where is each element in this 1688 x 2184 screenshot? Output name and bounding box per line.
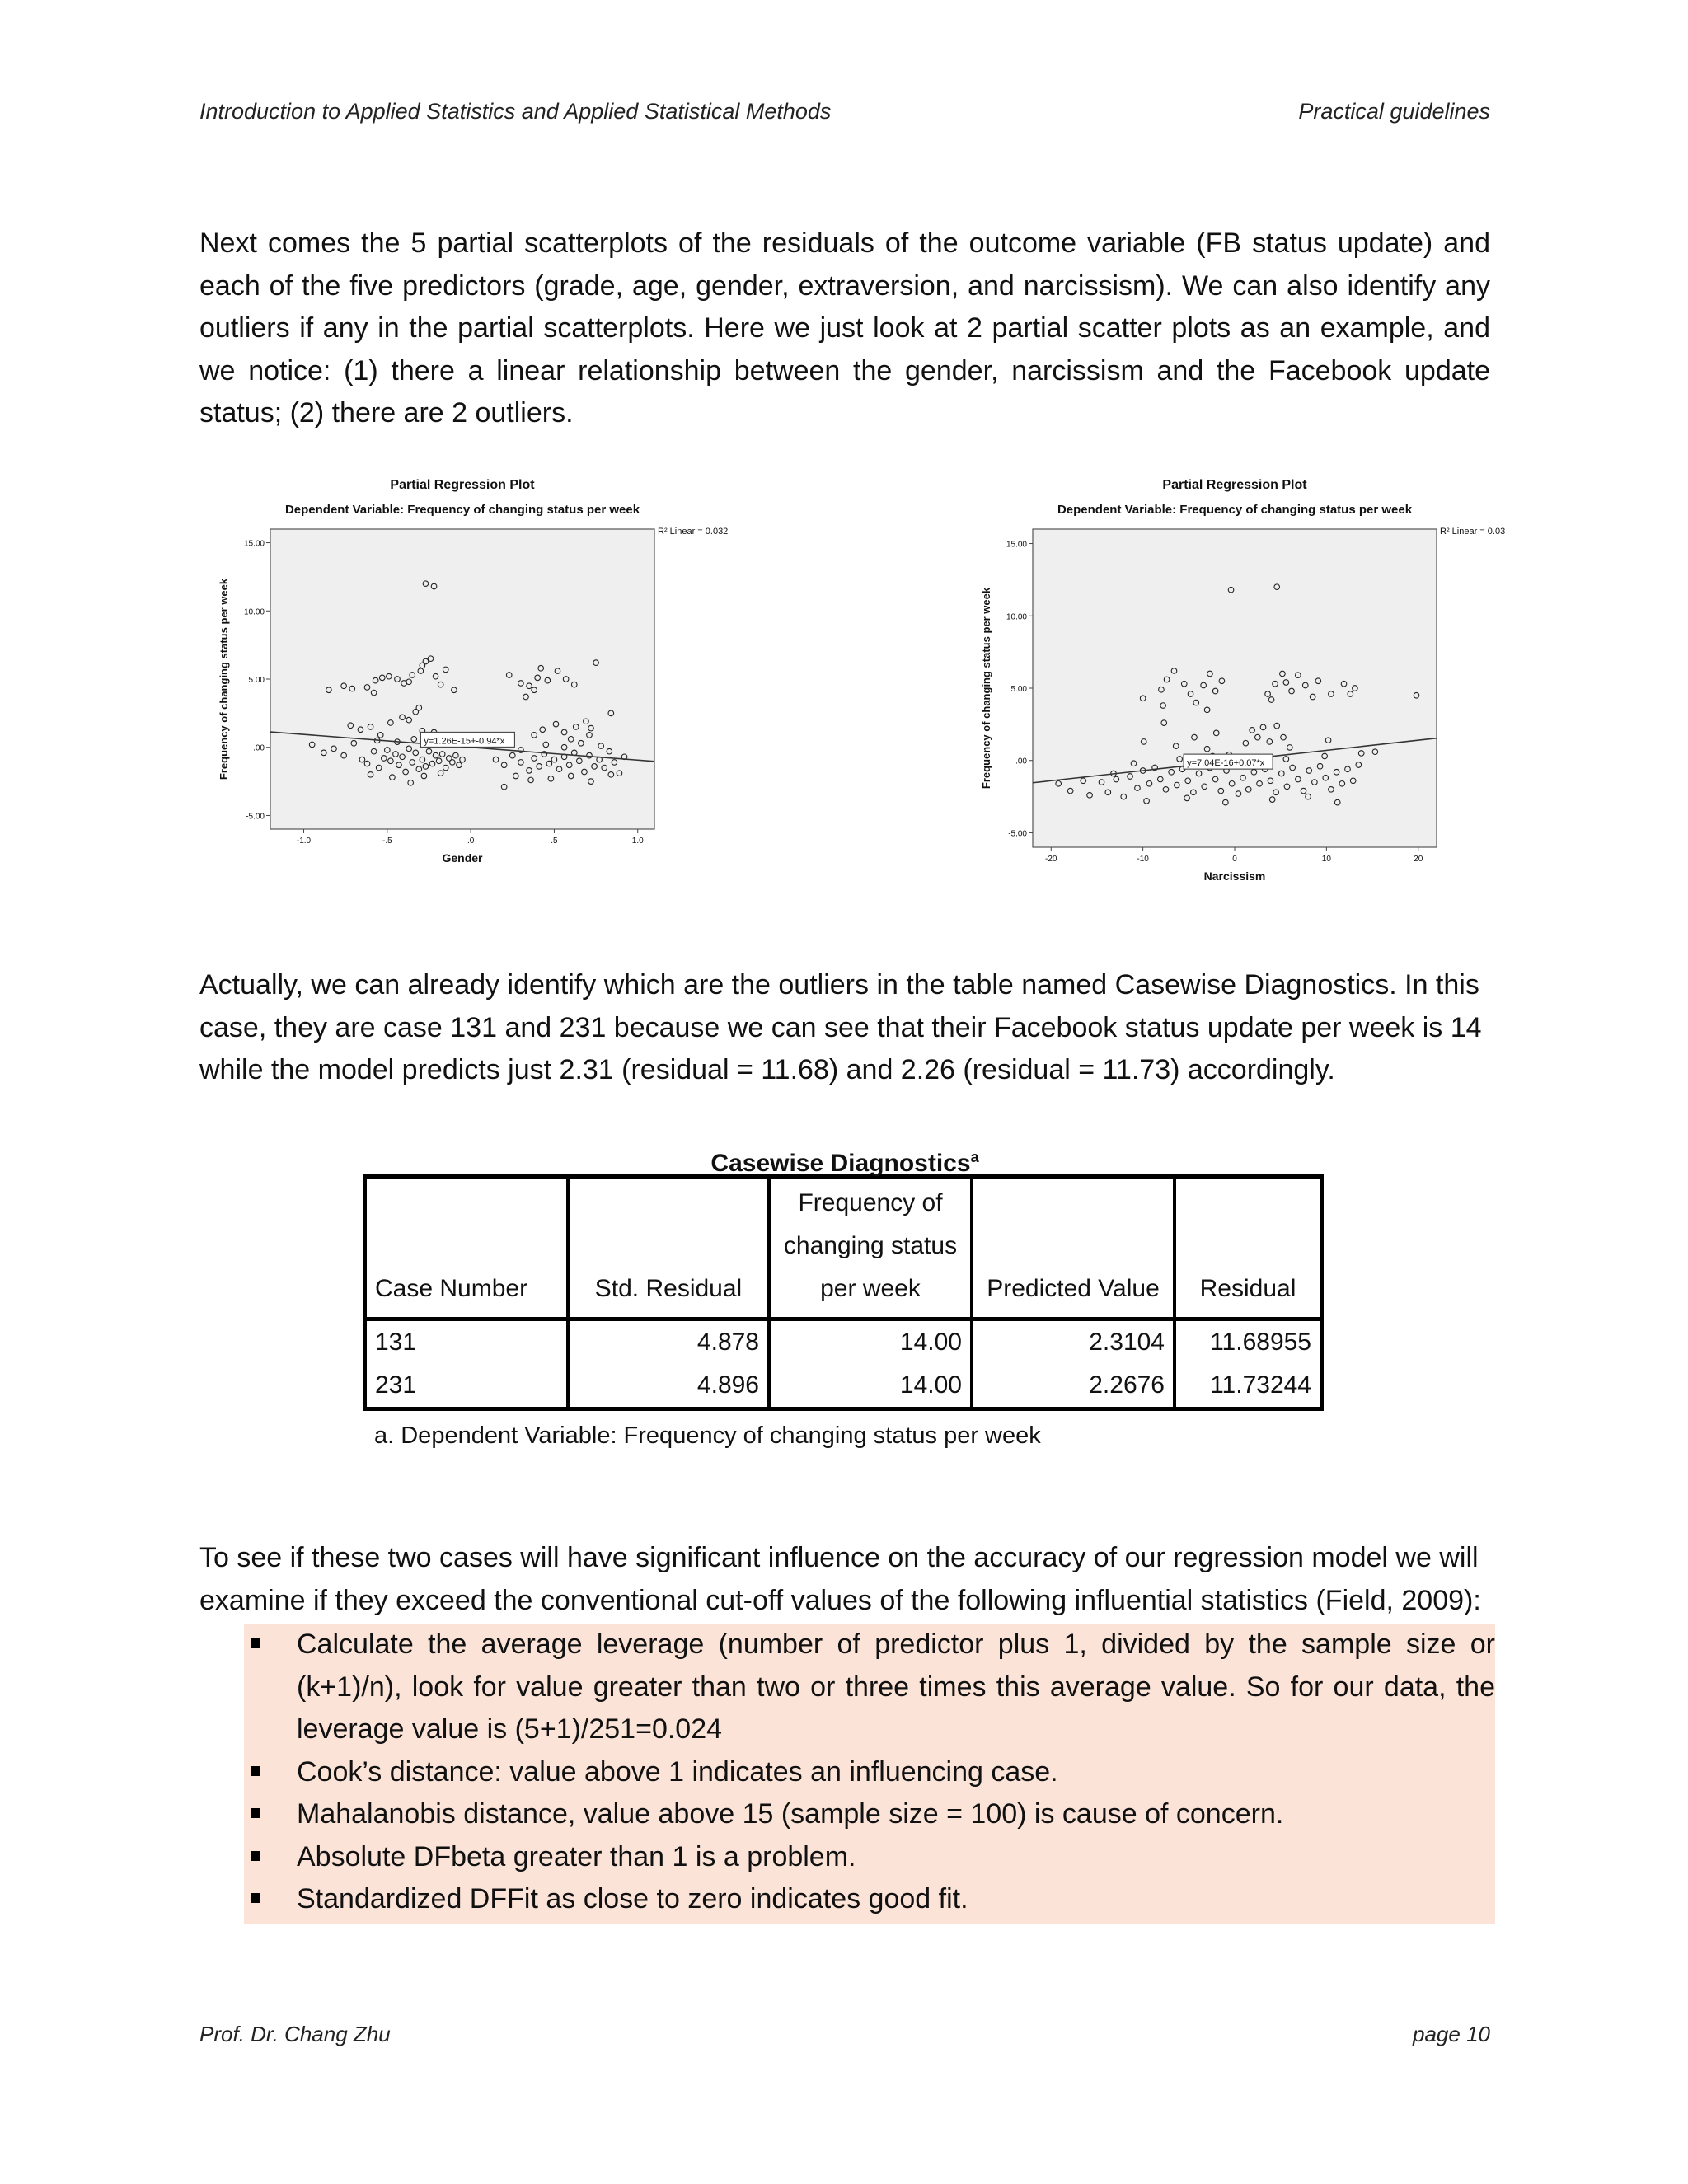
cell-case-number: 231 (365, 1364, 569, 1409)
x-tick-label: 20 (1414, 855, 1423, 864)
col-header-frequency-line1: Frequency of (798, 1189, 943, 1216)
partial-plot-gender-svg (216, 474, 729, 878)
y-axis-label: Frequency of changing status per week (980, 587, 992, 790)
cell-case-number: 131 (365, 1319, 569, 1365)
cell-predicted-value: 2.2676 (972, 1364, 1175, 1409)
page-footer (199, 2022, 1490, 2047)
y-tick-label: 5.00 (248, 676, 265, 685)
header-section: Practical guidelines (1298, 99, 1490, 124)
list-item (244, 1751, 1495, 1794)
header-title: Introduction to Applied Statistics and Applied Statistical Methods (199, 99, 832, 124)
square-bullet-icon (251, 1851, 260, 1861)
y-axis-label: Frequency of changing status per week (218, 578, 230, 780)
table-row (365, 1319, 1322, 1365)
casewise-table (363, 1174, 1324, 1411)
col-header-frequency (769, 1177, 972, 1319)
outliers-paragraph: Actually, we can already identify which are the outliers in the table named Casewise Diagnostics. In this case, they are case 131 and 231 because we can see that their Facebook status update per week is 14 while the model predicts just 2.31 (residual = 11.68) and 2.26 (residual = 11.73) accordingly. (199, 969, 1482, 1085)
guideline-dfbeta: Absolute DFbeta greater than 1 is a problem. (297, 1840, 856, 1872)
x-tick-label: -.5 (382, 837, 392, 846)
fit-equation-label: y=7.04E-16+0.07*x (1187, 758, 1265, 769)
chart-subtitle: Dependent Variable: Frequency of changing status per week (284, 503, 640, 517)
list-item (244, 1624, 1495, 1751)
y-tick-label: 10.00 (1006, 612, 1027, 622)
r2-label: R² Linear = 0.032 (658, 527, 729, 537)
footer-page-number: page 10 (1413, 2022, 1490, 2046)
list-item (244, 1836, 1495, 1879)
x-axis-label: Narcissism (1203, 869, 1266, 883)
col-header-predicted-value: Predicted Value (972, 1177, 1175, 1319)
x-tick-label: 1.0 (631, 837, 644, 846)
influence-paragraph: To see if these two cases will have significant influence on the accuracy of our regression model we will examine if they exceed the conventional cut-off values of the following influential statistics (Field, 2009): (199, 1542, 1481, 1616)
x-tick-label: -1.0 (296, 837, 312, 846)
y-tick-label: -5.00 (246, 812, 265, 822)
y-tick-label: 10.00 (243, 607, 265, 617)
partial-plot-gender (216, 474, 729, 878)
list-item (244, 1793, 1495, 1836)
x-tick-label: -10 (1137, 855, 1149, 864)
x-axis-label: Gender (442, 851, 483, 865)
cell-residual: 11.68955 (1210, 1329, 1311, 1356)
r2-label: R² Linear = 0.03 (1440, 527, 1506, 537)
guideline-dffit: Standardized DFFit as close to zero indicates good fit. (297, 1883, 968, 1915)
col-header-std-residual: Std. Residual (568, 1177, 769, 1319)
x-tick-label: -20 (1045, 855, 1057, 864)
y-tick-label: .00 (1015, 757, 1027, 766)
footer-author: Prof. Dr. Chang Zhu (199, 2022, 391, 2046)
chart-title: Partial Regression Plot (390, 478, 535, 492)
square-bullet-icon (251, 1893, 260, 1903)
x-tick-label: 0 (1232, 855, 1237, 864)
casewise-diagnostics (363, 1140, 1327, 1450)
col-header-frequency-line2: changing status (783, 1232, 958, 1259)
y-tick-label: .00 (253, 743, 265, 753)
plot-area (1033, 529, 1437, 847)
partial-plot-narcissism (978, 474, 1513, 894)
x-tick-label: .5 (551, 837, 558, 846)
table-row (365, 1364, 1322, 1409)
cell-std-residual: 4.896 (568, 1364, 769, 1409)
guideline-mahalanobis: Mahalanobis distance, value above 15 (sample size = 100) is cause of concern. (297, 1798, 1284, 1830)
guideline-list (244, 1624, 1495, 1921)
x-tick-label: .0 (467, 837, 475, 846)
col-header-residual: Residual (1175, 1177, 1322, 1319)
col-header-frequency-line3: per week (820, 1275, 921, 1302)
cell-std-residual: 4.878 (568, 1319, 769, 1365)
chart-subtitle: Dependent Variable: Frequency of changing status per week (1057, 503, 1413, 517)
guideline-leverage: Calculate the average leverage (number of predictor plus 1, divided by the sample size or (k+1)/n), look for value greater than two or three times this average value. So for our data, the leverage value is (5+1)/251=0.024 (297, 1629, 1495, 1745)
casewise-header-row (365, 1177, 1322, 1319)
col-header-case-number: Case Number (365, 1177, 569, 1319)
square-bullet-icon (251, 1808, 260, 1818)
square-bullet-icon (251, 1766, 260, 1776)
y-tick-label: 5.00 (1010, 685, 1027, 694)
guideline-cooks-distance: Cook’s distance: value above 1 indicates an influencing case. (297, 1755, 1058, 1788)
fit-equation-label: y=1.26E-15+-0.94*x (424, 736, 505, 747)
cell-frequency: 14.00 (769, 1364, 972, 1409)
square-bullet-icon (251, 1638, 260, 1648)
casewise-table-title (363, 1140, 1327, 1177)
chart-title: Partial Regression Plot (1162, 478, 1307, 492)
y-tick-label: 15.00 (1006, 540, 1027, 550)
casewise-title-footnote-mark: a (970, 1149, 979, 1165)
y-tick-label: -5.00 (1008, 829, 1027, 839)
cell-predicted-value: 2.3104 (972, 1319, 1175, 1365)
influence-guidelines (244, 1624, 1495, 1924)
plot-area (270, 529, 654, 829)
casewise-table-note: a. Dependent Variable: Frequency of changing status per week (374, 1422, 1041, 1449)
casewise-title-text: Casewise Diagnostics (710, 1150, 971, 1177)
intro-paragraph: Next comes the 5 partial scatterplots of the residuals of the outcome variable (FB status update) and each of the five predictors (grade, age, gender, extraversion, and narcissism). We can also identify any outliers if any in the partial scatterplots. Here we just look at 2 partial scatter plots as an example, and we notice: (1) there a linear relationship between the gender, narcissism and the Facebook update status; (2) there are 2 outliers. (199, 227, 1490, 429)
partial-plot-narcissism-svg (978, 474, 1513, 894)
cell-residual: 11.73244 (1210, 1371, 1311, 1399)
running-header (199, 99, 1490, 124)
list-item (244, 1878, 1495, 1921)
x-tick-label: 10 (1321, 855, 1331, 864)
cell-frequency: 14.00 (769, 1319, 972, 1365)
y-tick-label: 15.00 (243, 539, 265, 549)
